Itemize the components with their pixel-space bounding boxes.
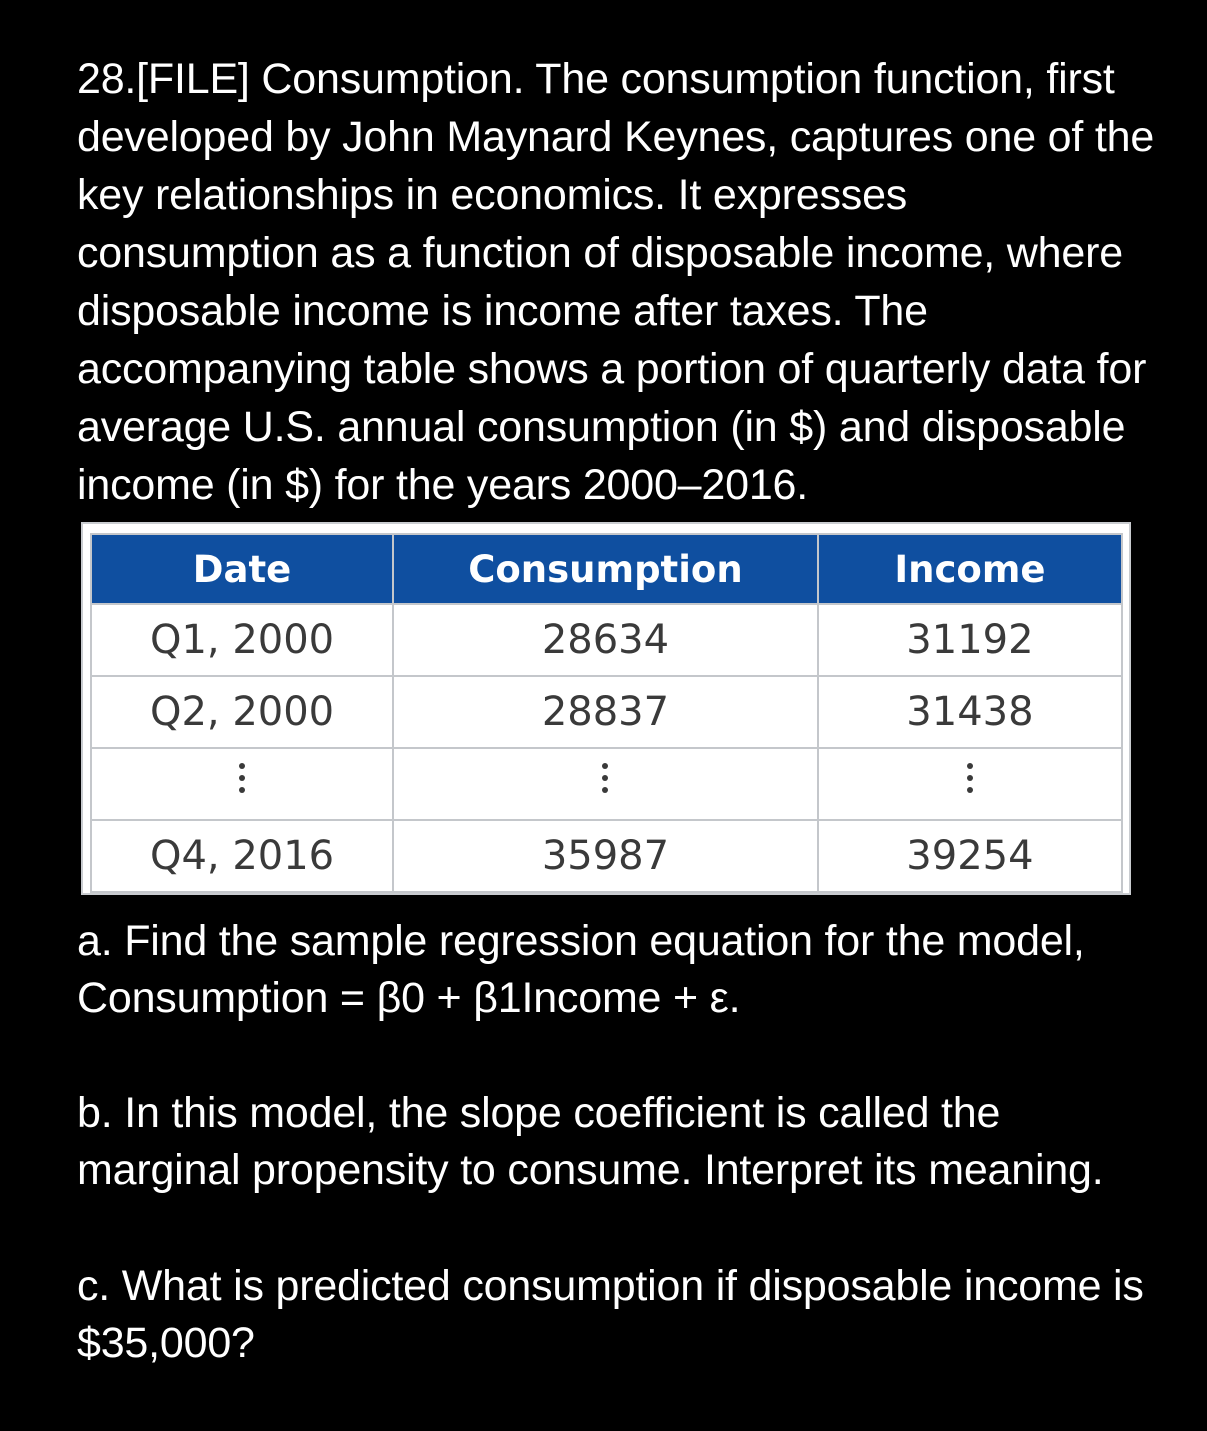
table-row-ellipsis <box>91 748 1122 820</box>
question-intro <box>77 50 1205 514</box>
cell-income-ellipsis <box>818 748 1122 820</box>
cell-date: Q4, 2016 <box>91 820 393 892</box>
cell-consumption: 28634 <box>393 604 818 676</box>
cell-date: Q1, 2000 <box>91 604 393 676</box>
vertical-ellipsis-icon <box>238 763 246 799</box>
vertical-ellipsis-icon <box>966 763 974 799</box>
table-row <box>91 604 1122 676</box>
intro-line: income (in $) for the years 2000–2016. <box>77 461 809 509</box>
intro-line: consumption as a function of disposable income, where <box>77 229 1123 277</box>
data-table <box>90 533 1123 893</box>
table-row <box>91 820 1122 892</box>
question-b-line: b. In this model, the slope coefficient is called the <box>77 1089 1001 1137</box>
column-header-date: Date <box>91 534 393 604</box>
question-c-line: $35,000? <box>77 1319 255 1367</box>
intro-line: accompanying table shows a portion of quarterly data for <box>77 345 1147 393</box>
cell-date-ellipsis <box>91 748 393 820</box>
intro-line: disposable income is income after taxes. The <box>77 287 928 335</box>
question-c-line: c. What is predicted consumption if disposable income is <box>77 1262 1144 1310</box>
cell-date: Q2, 2000 <box>91 676 393 748</box>
cell-consumption: 35987 <box>393 820 818 892</box>
cell-income: 31438 <box>818 676 1122 748</box>
intro-line: average U.S. annual consumption (in $) and disposable <box>77 403 1126 451</box>
data-table-frame <box>81 522 1131 895</box>
intro-line: developed by John Maynard Keynes, captures one of the <box>77 113 1155 161</box>
table-row <box>91 676 1122 748</box>
cell-consumption: 28837 <box>393 676 818 748</box>
intro-line: key relationships in economics. It expresses <box>77 171 908 219</box>
column-header-consumption: Consumption <box>393 534 818 604</box>
question-a-line: a. Find the sample regression equation for the model, <box>77 917 1085 965</box>
intro-line: 28.[FILE] Consumption. The consumption function, first <box>77 55 1115 103</box>
vertical-ellipsis-icon <box>601 763 609 799</box>
cell-income: 39254 <box>818 820 1122 892</box>
column-header-income: Income <box>818 534 1122 604</box>
cell-income: 31192 <box>818 604 1122 676</box>
question-a <box>77 913 1205 1027</box>
cell-consumption-ellipsis <box>393 748 818 820</box>
question-b <box>77 1085 1205 1199</box>
question-a-line: Consumption = β0 + β1Income + ε. <box>77 974 741 1022</box>
question-c <box>77 1258 1205 1372</box>
question-b-line: marginal propensity to consume. Interpret its meaning. <box>77 1146 1104 1194</box>
table-header-row <box>91 534 1122 604</box>
